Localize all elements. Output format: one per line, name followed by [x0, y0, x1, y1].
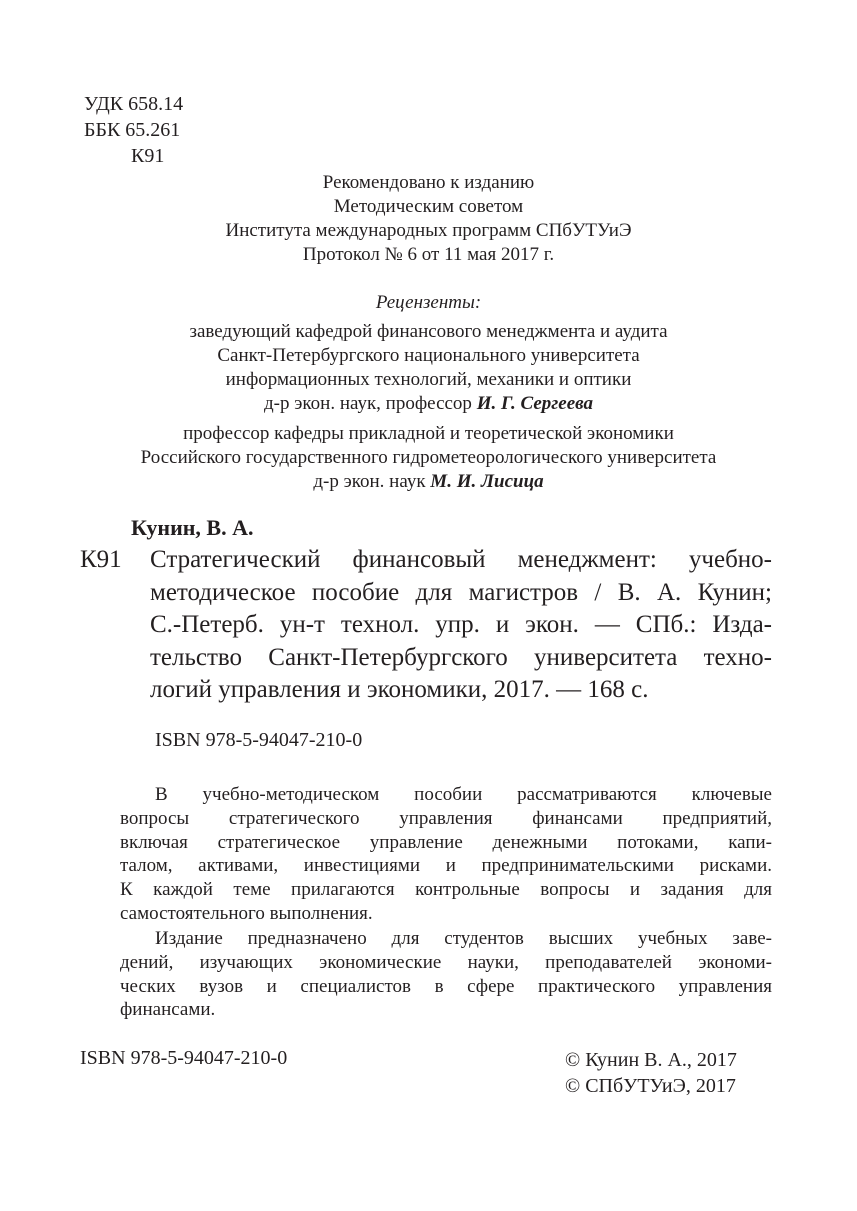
bibliographic-isbn: ISBN 978-5-94047-210-0 — [155, 729, 363, 751]
recommendation-line: Института международных программ СПбУТУиЭ — [225, 220, 632, 241]
bibliographic-line: тельство Санкт-Петербургского университета техно- — [150, 643, 772, 671]
bibliographic-line: методическое пособие для магистров / В. А. Кунин; — [150, 578, 772, 606]
footer-isbn: ISBN 978-5-94047-210-0 — [80, 1047, 288, 1069]
annotation-line: дений, изучающих экономические науки, преподавателей экономи- — [120, 951, 772, 973]
reviewer-1-line: Санкт-Петербургского национального университета — [217, 345, 640, 366]
bbk-index: ББК 65.261 — [84, 119, 181, 141]
reviewer-1-credentials — [0, 392, 857, 416]
annotation-line: самостоятельного выполнения. — [120, 902, 373, 924]
reviewer-1-degree: д-р экон. наук, профессор — [263, 393, 472, 414]
bibliographic-author: Кунин, В. А. — [131, 515, 254, 540]
annotation-line: К каждой теме прилагаются контрольные вопросы и задания для — [120, 879, 772, 901]
annotation-line: Издание предназначено для студентов высших учебных заве- — [155, 928, 772, 949]
bibliographic-description — [150, 544, 772, 707]
recommendation-line: Протокол № 6 от 11 мая 2017 г. — [302, 244, 555, 265]
reviewer-2-name: М. И. Лисица — [430, 471, 544, 492]
author-mark: К91 — [131, 145, 165, 167]
annotation-line: ческих вузов и специалистов в сфере практического управления — [120, 975, 772, 997]
annotation-paragraph-2 — [120, 927, 772, 1022]
bibliographic-line: С.-Петерб. ун-т технол. упр. и экон. — СПб.: Изда- — [150, 611, 772, 638]
reviewer-1-line: заведующий кафедрой финансового менеджмента и аудита — [189, 321, 668, 342]
annotation-line: В учебно-методическом пособии рассматриваются ключевые — [155, 784, 772, 805]
recommendation-line: Методическим советом — [333, 196, 524, 217]
annotation-line: финансами. — [120, 999, 216, 1021]
reviewer-2-credentials — [0, 470, 857, 494]
bibliographic-mark: К91 — [80, 546, 122, 573]
reviewer-2-line: Российского государственного гидрометеорологического университета — [140, 447, 717, 468]
reviewer-1-name: И. Г. Сергеева — [476, 393, 593, 414]
annotation-line: включая стратегическое управление денежными потоками, капи- — [120, 831, 772, 853]
reviewer-1-line: информационных технологий, механики и оптики — [225, 369, 632, 390]
bibliographic-line: логий управления и экономики, 2017. — 168 с. — [150, 676, 649, 703]
annotation-paragraph-1 — [120, 783, 772, 926]
copyright-publisher: © СПбУТУиЭ, 2017 — [565, 1075, 736, 1097]
annotation-line: талом, активами, инвестициями и предпринимательскими рисками. — [120, 855, 772, 877]
reviewer-2-line: профессор кафедры прикладной и теоретической экономики — [183, 423, 674, 444]
bibliographic-line: Стратегический финансовый менеджмент: учебно- — [150, 546, 772, 573]
udk-index: УДК 658.14 — [84, 93, 184, 115]
reviewer-2-degree: д-р экон. наук — [313, 471, 426, 492]
copyright-author: © Кунин В. А., 2017 — [565, 1049, 737, 1071]
reviewers-heading: Рецензенты: — [375, 292, 482, 313]
recommendation-line: Рекомендовано к изданию — [322, 172, 535, 193]
annotation-line: вопросы стратегического управления финансами предприятий, — [120, 807, 772, 829]
